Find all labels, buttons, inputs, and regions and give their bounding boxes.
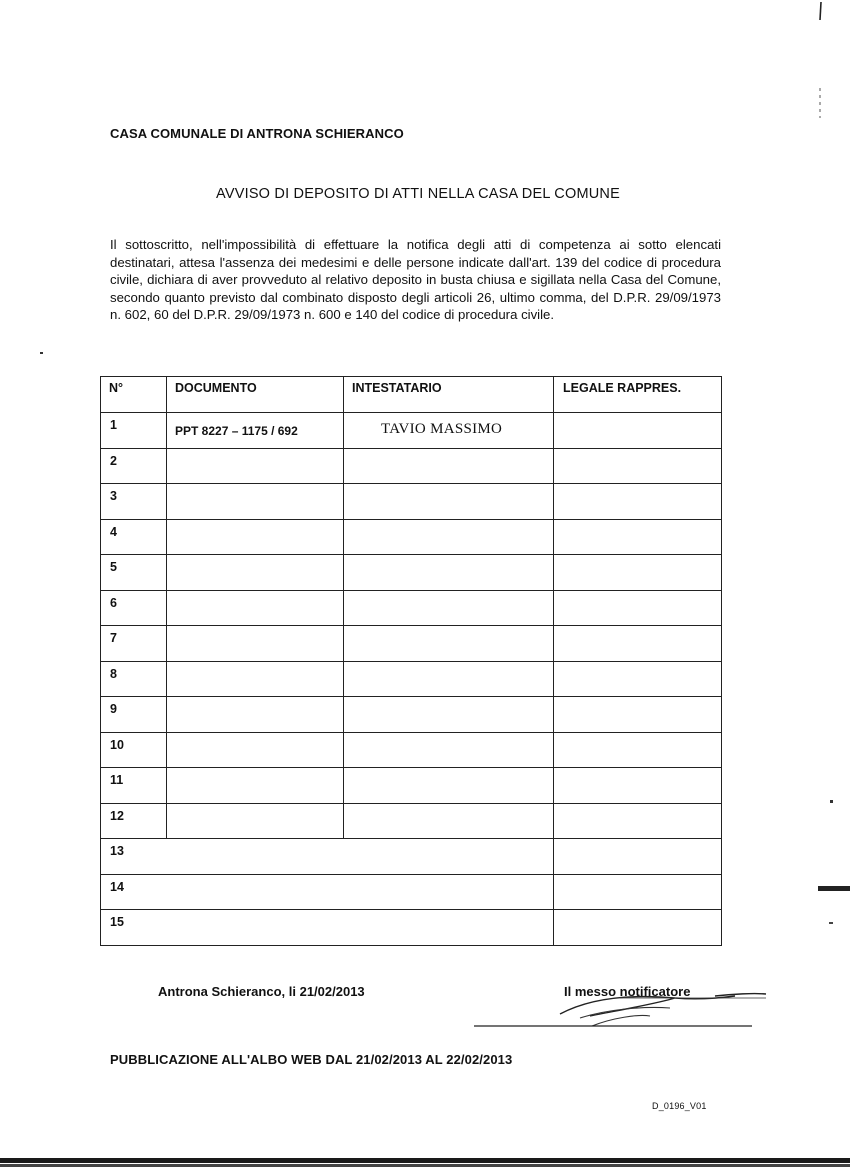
row-number-cell: [101, 519, 167, 555]
documento-value: [167, 484, 343, 495]
documento-value: [167, 591, 343, 602]
legale-cell: [554, 768, 722, 804]
col-header-documento-text: DOCUMENTO: [175, 381, 257, 395]
intestatario-value: TAVIO MASSIMO: [381, 421, 503, 437]
intestatario-cell: [344, 413, 554, 449]
table-row: [101, 697, 722, 733]
legale-cell: [554, 661, 722, 697]
intestatario-value: [344, 697, 553, 705]
intestatario-value: [344, 449, 553, 457]
documento-cell: [167, 732, 344, 768]
documento-value: [167, 662, 343, 673]
documento-cell: [167, 484, 344, 520]
documento-value: [167, 804, 343, 815]
row-number: 12: [110, 808, 124, 823]
intestatario-value: [344, 591, 553, 599]
documento-value: [167, 626, 343, 637]
documento-cell: [167, 697, 344, 733]
documento-cell: [167, 519, 344, 555]
row-number-cell: [101, 768, 167, 804]
table-row: [101, 626, 722, 662]
row-number-cell: [101, 874, 554, 910]
row-number: 4: [110, 524, 117, 539]
documento-cell: [167, 626, 344, 662]
documento-value: PPT 8227 – 1175 / 692: [175, 424, 298, 438]
intestatario-cell: [344, 626, 554, 662]
row-number: 9: [110, 702, 117, 716]
documento-cell: [167, 413, 344, 449]
row-number-cell: [101, 910, 554, 946]
row-number: 14: [110, 879, 124, 894]
table-header-row: [101, 377, 722, 413]
handwritten-signature: [470, 986, 770, 1036]
intestatario-cell: [344, 519, 554, 555]
legale-cell: [554, 555, 722, 591]
place-date: Antrona Schieranco, li 21/02/2013: [158, 984, 365, 999]
intestatario-cell: [344, 484, 554, 520]
documento-value: [167, 555, 343, 566]
row-number-cell: [101, 697, 167, 733]
document-code: D_0196_V01: [652, 1101, 707, 1111]
row-number: 6: [110, 595, 117, 610]
row-number: 1: [110, 418, 117, 432]
intestatario-value: [344, 520, 553, 528]
row-number-cell: [101, 803, 167, 839]
row-number: 15: [110, 915, 124, 929]
deposit-table: [100, 376, 722, 946]
documento-cell: [167, 661, 344, 697]
notice-title-text: AVVISO DI DEPOSITO DI ATTI NELLA CASA DEL COMUNE: [216, 186, 620, 202]
intestatario-value: [344, 484, 553, 492]
intestatario-value: [344, 626, 553, 634]
intestatario-cell: [344, 555, 554, 591]
intestatario-value: [344, 662, 553, 670]
intestatario-value: [344, 733, 553, 741]
legale-cell: [554, 732, 722, 768]
documento-value: [167, 697, 343, 708]
table-row: [101, 910, 722, 946]
legale-cell: [554, 626, 722, 662]
intestatario-cell: [344, 590, 554, 626]
intestatario-cell: [344, 697, 554, 733]
table-row: [101, 519, 722, 555]
intestatario-value: [344, 804, 553, 812]
documento-cell: [167, 768, 344, 804]
intestatario-cell: [344, 768, 554, 804]
table-row: [101, 874, 722, 910]
table-row: [101, 768, 722, 804]
col-header-intestatario-text: INTESTATARIO: [352, 381, 442, 395]
row-number-cell: [101, 661, 167, 697]
col-header-number-text: N°: [109, 381, 124, 395]
intestatario-cell: [344, 732, 554, 768]
notice-body-text: Il sottoscritto, nell'impossibilità di effettuare la notifica degli atti di competenza ai sotto elencati destinatari, attesa l'assenza dei medesimi e delle persone indicate dall'art. 139 del codice di procedura civile, dichiara di aver provveduto al relativo deposito in busta chiusa e sigillata nella Casa del Comune, secondo quanto previsto dal combinato disposto degli articoli 26, ultimo comma, del D.P.R. 29/09/1973 n. 602, 60 del D.P.R. 29/09/1973 n. 600 e 140 del codice di procedura civile.: [110, 237, 721, 323]
intestatario-cell: [344, 661, 554, 697]
documento-value: [167, 768, 343, 779]
legale-cell: [554, 803, 722, 839]
legale-cell: [554, 910, 722, 946]
table-row: [101, 484, 722, 520]
documento-cell: [167, 590, 344, 626]
row-number-cell: [101, 590, 167, 626]
row-number: 5: [110, 560, 117, 574]
legale-cell: [554, 413, 722, 449]
messo-notificatore-label: Il messo notificatore: [564, 984, 691, 999]
row-number: 13: [110, 844, 124, 858]
documento-cell: [167, 448, 344, 484]
legale-cell: [554, 697, 722, 733]
row-number-cell: [101, 484, 167, 520]
col-header-legale: [554, 377, 722, 413]
row-number-cell: [101, 626, 167, 662]
table-row: [101, 448, 722, 484]
legale-cell: [554, 484, 722, 520]
legale-cell: [554, 839, 722, 875]
intestatario-cell: [344, 448, 554, 484]
row-number: 2: [110, 453, 117, 468]
col-header-legale-text: LEGALE RAPPRES.: [563, 381, 682, 395]
table-row: [101, 590, 722, 626]
col-header-intestatario: [344, 377, 554, 413]
documento-value: [167, 733, 343, 744]
row-number-cell: [101, 448, 167, 484]
notice-title: [0, 186, 850, 202]
row-number-cell: [101, 732, 167, 768]
table-row: [101, 413, 722, 449]
legale-cell: [554, 519, 722, 555]
col-header-number: [101, 377, 167, 413]
row-number: 8: [110, 666, 117, 681]
table-row: [101, 661, 722, 697]
legale-cell: [554, 590, 722, 626]
row-number: 7: [110, 631, 117, 645]
row-number: 3: [110, 489, 117, 503]
municipality-heading: CASA COMUNALE DI ANTRONA SCHIERANCO: [110, 126, 404, 141]
documento-value: [167, 520, 343, 531]
table-row: [101, 732, 722, 768]
col-header-documento: [167, 377, 344, 413]
row-number: 11: [110, 773, 124, 787]
row-number-cell: [101, 839, 554, 875]
documento-cell: [167, 803, 344, 839]
legale-cell: [554, 448, 722, 484]
row-number-cell: [101, 555, 167, 591]
publication-notice: PUBBLICAZIONE ALL'ALBO WEB DAL 21/02/2013 AL 22/02/2013: [110, 1052, 513, 1067]
row-number: 10: [110, 737, 124, 752]
legale-cell: [554, 874, 722, 910]
intestatario-cell: [344, 803, 554, 839]
documento-cell: [167, 555, 344, 591]
documento-value: [167, 449, 343, 460]
row-number-cell: [101, 413, 167, 449]
table-row: [101, 839, 722, 875]
intestatario-value: [344, 768, 553, 776]
table-row: [101, 803, 722, 839]
intestatario-value: [344, 555, 553, 563]
table-row: [101, 555, 722, 591]
